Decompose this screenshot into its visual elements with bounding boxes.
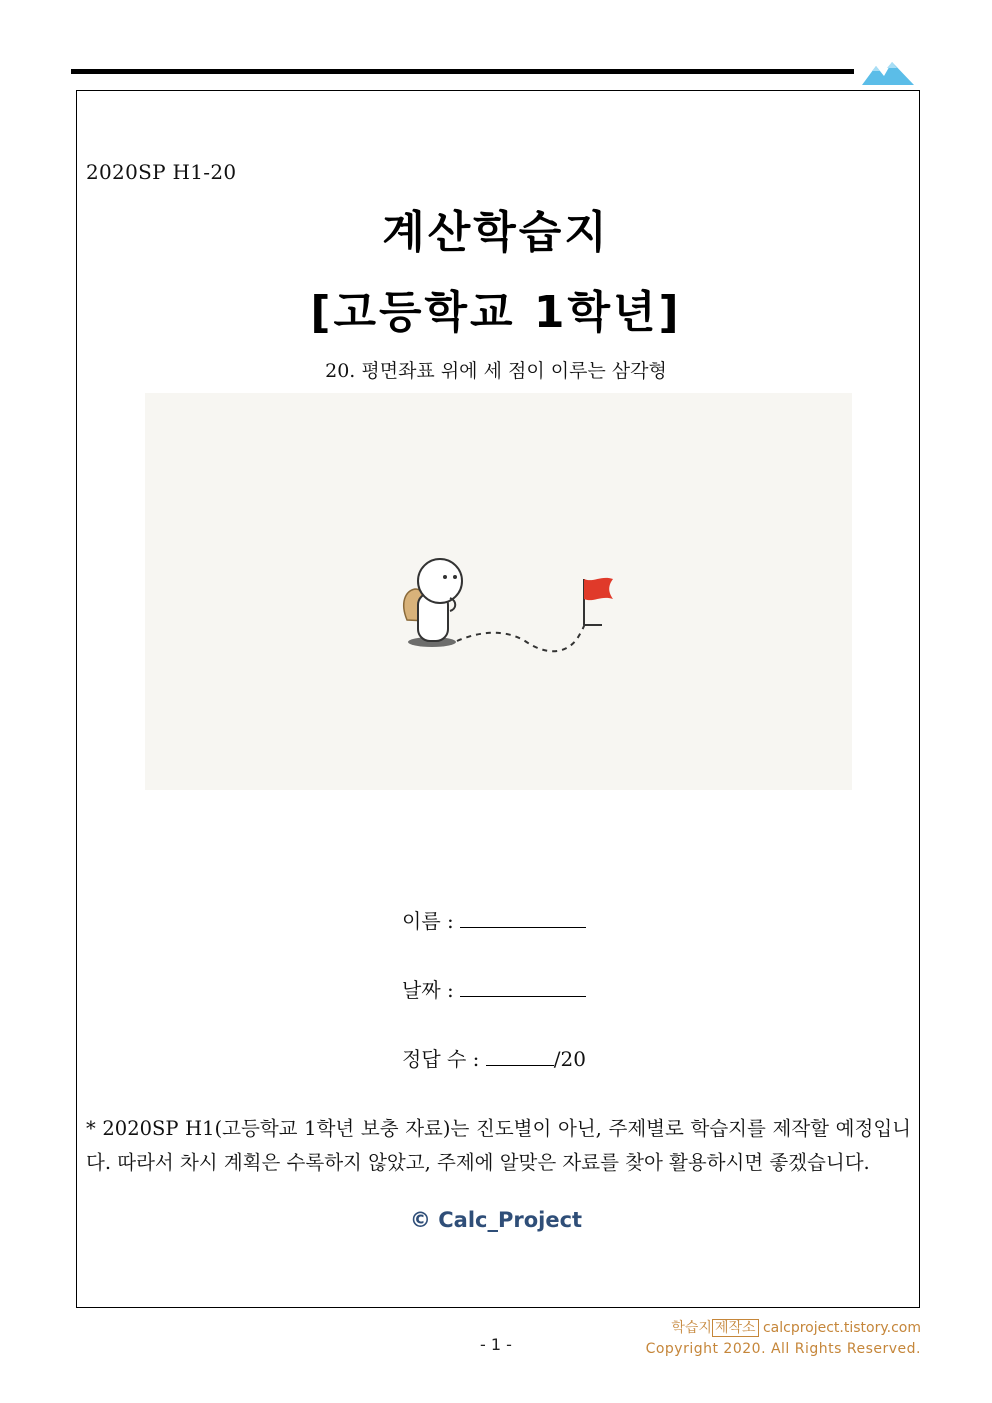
date-blank[interactable] <box>460 978 586 997</box>
copyright-mark: © Calc_Project <box>409 1208 583 1232</box>
footer-site-link[interactable]: calcproject.tistory.com <box>758 1320 921 1336</box>
name-label: 이름 : <box>402 909 454 933</box>
score-total: /20 <box>553 1047 586 1071</box>
cover-illustration <box>145 393 852 790</box>
name-field[interactable] <box>402 905 586 934</box>
footer-rights: Copyright 2020. All Rights Reserved. <box>645 1341 921 1357</box>
footer-brand <box>671 1317 921 1337</box>
page-title: 계산학습지 <box>382 207 610 258</box>
page-number: - 1 - <box>480 1335 512 1354</box>
worksheet-code: 2020SP H1-20 <box>86 160 237 184</box>
header-rule <box>71 69 854 74</box>
page-title-grade: [고등학교 1학년] <box>310 287 682 338</box>
footer-brand-boxed: 제작소 <box>712 1319 759 1337</box>
usage-note: * 2020SP H1(고등학교 1학년 보충 자료)는 진도별이 아닌, 주제별로 학습지를 제작할 예정입니다. 따라서 차시 계획은 수록하지 않았고, 주제에 알맞은 자료를 찾아 활용하시면 좋겠습니다. <box>86 1117 911 1174</box>
name-blank[interactable] <box>460 909 586 928</box>
date-field[interactable] <box>402 974 586 1003</box>
footer-brand-plain: 학습지 <box>671 1320 712 1336</box>
score-label: 정답 수 : <box>402 1047 480 1071</box>
date-label: 날짜 : <box>402 978 454 1002</box>
score-blank[interactable] <box>486 1047 554 1066</box>
character-with-flag-illustration <box>145 393 852 790</box>
mountain-logo-icon <box>862 58 914 88</box>
score-field[interactable] <box>402 1043 586 1072</box>
topic-subtitle: 20. 평면좌표 위에 세 점이 이루는 삼각형 <box>325 360 667 382</box>
